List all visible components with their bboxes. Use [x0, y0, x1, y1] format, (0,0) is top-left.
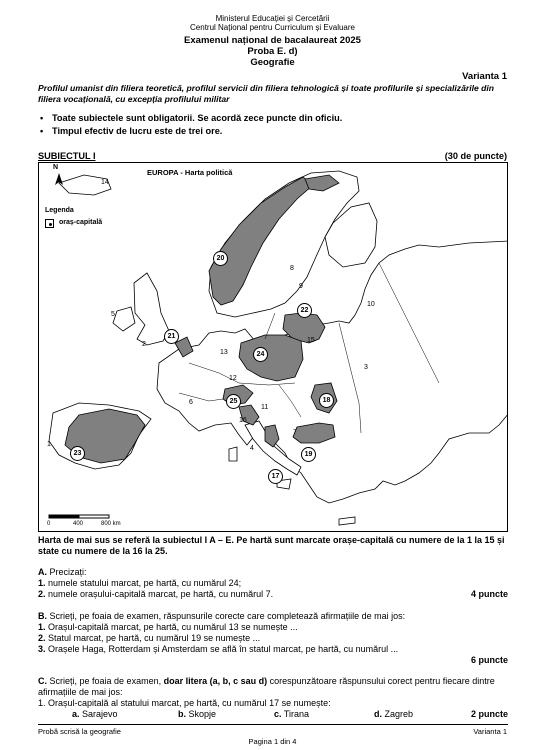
map-label-4: 4: [250, 445, 254, 452]
subject-title: Geografie: [250, 57, 295, 68]
map-label-2: 2: [142, 341, 146, 348]
scale-label: 400: [73, 521, 84, 527]
map-label-25: 25: [226, 394, 241, 409]
points-label: 6 puncte: [470, 655, 508, 665]
exam-title: Examenul național de bacalaureat 2025: [184, 35, 361, 46]
question-text: Statul marcat, pe hartă, cu numărul 19 se numește ...: [48, 633, 261, 643]
item-number: 3.: [38, 644, 46, 654]
section-points: (30 de puncte): [444, 151, 507, 161]
profile-text: Profilul umanist din filiera teoretică, profilul servicii din filiera tehnologică și toate profilurile și specializările din filiera vocațională, cu excepția profilului militar: [38, 83, 495, 104]
map-label-16: 16: [239, 417, 247, 424]
map-label-8: 8: [290, 265, 294, 272]
capital-dot-icon: [45, 219, 54, 228]
map-label-14: 14: [101, 179, 109, 186]
option-c: c. Tirana: [274, 709, 310, 719]
map-label-3: 3: [364, 364, 368, 371]
question-text: Orașele Haga, Rotterdam și Amsterdam se află în statul marcat, pe hartă, cu numărul ...: [48, 644, 399, 654]
option-a: a. Sarajevo: [72, 709, 118, 719]
map-label-5: 5: [111, 311, 115, 318]
item-number: 1.: [38, 578, 46, 588]
map-label-10: 10: [367, 301, 375, 308]
map-label-22: 22: [297, 303, 312, 318]
map-label-19: 19: [301, 447, 316, 462]
sardinia-outline: [229, 447, 237, 461]
map-label-12: 12: [229, 375, 237, 382]
europe-political-map: [38, 162, 508, 532]
section-c: [38, 676, 508, 720]
legend-label: oraș-capitală: [59, 219, 103, 226]
footer-divider: [38, 724, 508, 725]
scale-segment: [49, 515, 79, 518]
ministry-name: Ministerul Educației și Cercetării: [215, 14, 330, 23]
section-title: SUBIECTUL I: [38, 151, 96, 161]
map-label-21: 21: [164, 329, 179, 344]
footer-left: Probă scrisă la geografie: [38, 727, 121, 736]
map-label-6: 6: [189, 399, 193, 406]
map-label-20: 20: [213, 251, 228, 266]
options-row: [38, 709, 508, 720]
footer-right: Varianta 1: [473, 727, 507, 736]
map-label-18: 18: [319, 393, 334, 408]
item-label: C.: [38, 676, 47, 686]
map-label-7: 7: [293, 429, 297, 436]
item-number: 2.: [38, 633, 46, 643]
question-text: 1. Orașul-capitală al statului marcat, pe hartă, cu numărul 17 se numește:: [38, 698, 331, 708]
section-a-prompt: Precizați:: [49, 567, 87, 577]
question-text: Orașul-capitală marcat, pe hartă, cu numărul 13 se numește ...: [48, 622, 298, 632]
center-name: Centrul Național pentru Curriculum și Evaluare: [190, 23, 355, 32]
map-title: EUROPA - Harta politică: [147, 168, 233, 177]
map-label-23: 23: [70, 446, 85, 461]
points-label: 4 puncte: [470, 589, 508, 599]
map-label-13: 13: [220, 349, 228, 356]
probe-title: Proba E. d): [247, 46, 298, 57]
item-number: 1.: [38, 622, 46, 632]
crete-outline: [339, 517, 355, 525]
scale-label: 800 km: [101, 521, 121, 527]
legend-title: Legenda: [45, 207, 74, 214]
rule-item: • Timpul efectiv de lucru este de trei ore.: [38, 125, 508, 138]
rule-item: • Toate subiectele sunt obligatorii. Se acordă zece puncte din oficiu.: [38, 112, 508, 125]
map-label-15: 15: [307, 337, 315, 344]
section-c-prompt-end: corespunzătoare răspunsului corect pentru fiecare dintre afirmațiile de mai jos:: [38, 676, 495, 697]
map-label-17: 17: [268, 469, 283, 484]
north-label: N: [53, 164, 59, 171]
section-c-prompt-bold: doar litera (a, b, c sau d): [163, 676, 268, 686]
scale-label: 0: [47, 521, 51, 527]
map-label-24: 24: [253, 347, 268, 362]
item-number: 2.: [38, 589, 46, 599]
points-label: 2 puncte: [470, 709, 508, 719]
option-d: d. Zagreb: [374, 709, 414, 719]
footer-page: Pagina 1 din 4: [248, 737, 297, 746]
question-text: numele statului marcat, pe hartă, cu numărul 24;: [48, 578, 242, 588]
section-a: [38, 567, 508, 600]
variant-label: Varianta 1: [462, 71, 507, 82]
item-label: A.: [38, 567, 47, 577]
map-label-11: 11: [261, 404, 269, 411]
option-b: b. Skopje: [178, 709, 217, 719]
rules-list: [38, 112, 508, 137]
scale-segment: [79, 515, 109, 518]
section-b-prompt: Scrieți, pe foaia de examen, răspunsurile corecte care completează afirmațiile de mai jos:: [49, 611, 406, 621]
section-b: [38, 611, 508, 666]
intro-text: Harta de mai sus se referă la subiectul I A – E. Pe hartă sunt marcate orașe-capitală cu numere de la 1 la 15 și state cu numere de la 16 la 25.: [38, 535, 505, 556]
ireland-outline: [113, 307, 135, 331]
map-label-1: 1: [47, 441, 51, 448]
question-text: numele orașului-capitală marcat, pe hartă, cu numărul 7.: [48, 589, 274, 599]
section-c-prompt: Scrieți, pe foaia de examen,: [49, 676, 162, 686]
item-label: B.: [38, 611, 47, 621]
map-label-9: 9: [299, 283, 303, 290]
